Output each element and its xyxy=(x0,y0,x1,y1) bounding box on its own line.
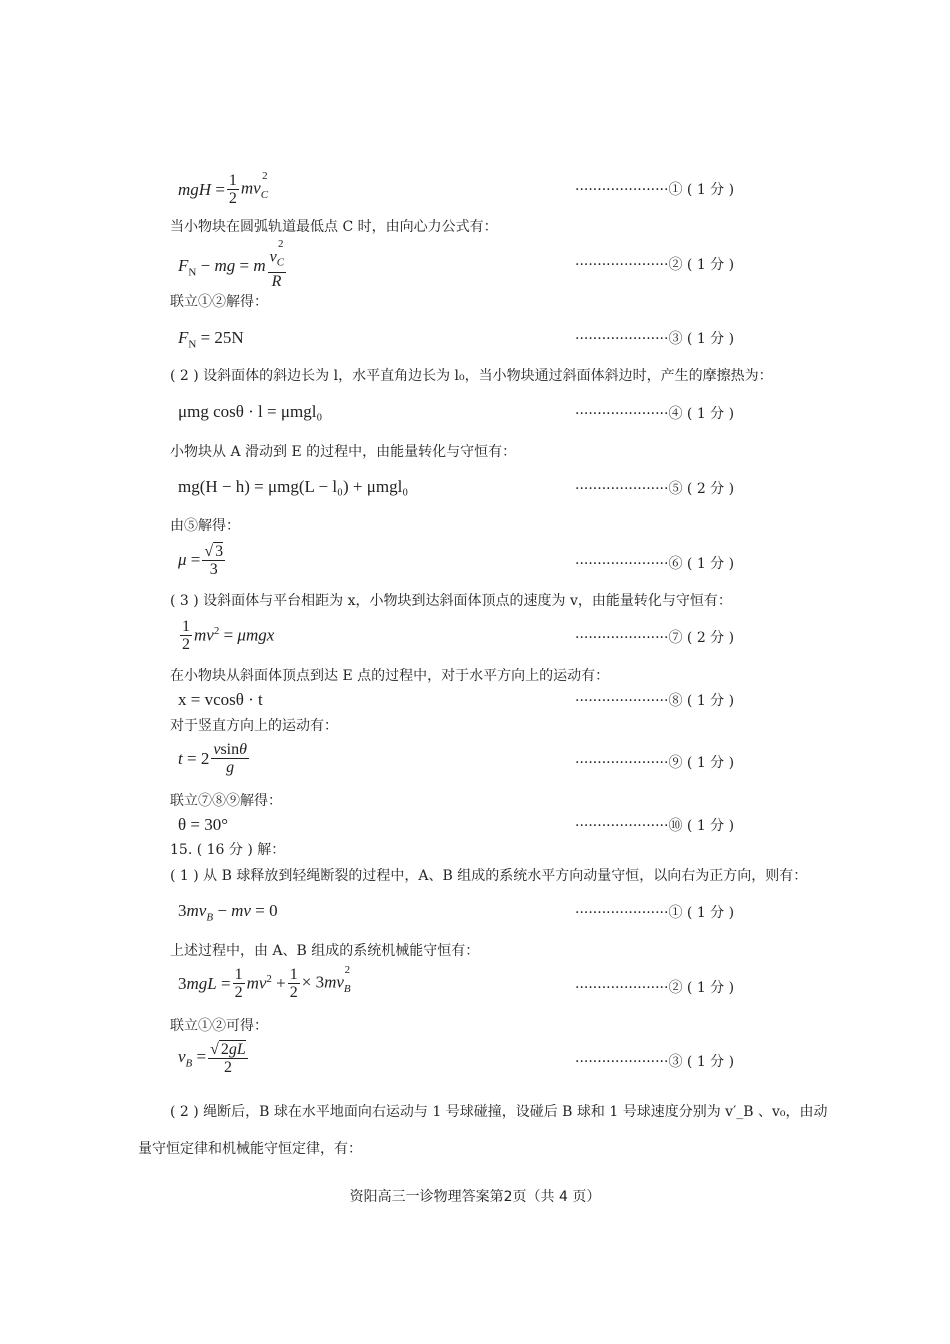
text-line: 量守恒定律和机械能守恒定律，有： xyxy=(138,1141,362,1157)
score-mark-13: ·····················③ ( 1 分 ) xyxy=(575,1054,735,1070)
question-header: 15. ( 16 分 ) 解： xyxy=(170,842,286,858)
score-mark-5: ·····················⑤ ( 2 分 ) xyxy=(575,481,735,497)
score-mark-10: ·····················⑩ ( 1 分 ) xyxy=(575,818,735,834)
text-line: 小物块从 A 滑动到 E 的过程中，由能量转化与守恒有： xyxy=(170,444,517,460)
score-mark-4: ·····················④ ( 1 分 ) xyxy=(575,406,735,422)
text-line: ( 1 ) 从 B 球释放到轻绳断裂的过程中，A、B 组成的系统水平方向动量守恒，以向右为正方向，则有： xyxy=(170,868,808,884)
text-line: ( 2 ) 设斜面体的斜边长为 l，水平直角边长为 l₀，当小物块通过斜面体斜边时，产生的摩擦热为： xyxy=(170,368,773,384)
text-line: 在小物块从斜面体顶点到达 E 点的过程中，对于水平方向上的运动有： xyxy=(170,668,610,684)
formula-10: θ = 30° xyxy=(178,815,229,834)
score-mark-6: ·····················⑥ ( 1 分 ) xyxy=(575,556,735,572)
page-footer: 资阳高三一诊物理答案第2页（共 4 页） xyxy=(349,1189,601,1205)
text-line: ( 3 ) 设斜面体与平台相距为 x，小物块到达斜面体顶点的速度为 v，由能量转化与守恒有： xyxy=(170,593,732,609)
formula-13: $v_B$ = $\frac{√ 2gL}{2}$ xyxy=(178,1041,246,1076)
text-line: 联立①②可得： xyxy=(170,1018,268,1034)
text-line: 对于竖直方向上的运动有： xyxy=(170,718,338,734)
formula-8: x = vcosθ · t xyxy=(178,690,263,709)
formula-7: $\frac{1}{2}$ $mv^2 = \mu mgx$ xyxy=(182,618,275,653)
text-line: ( 2 ) 绳断后，B 球在水平地面向右运动与 1 号球碰撞，设碰后 B 球和 1 号球速度分别为 v′_B 、v₀，由动 xyxy=(170,1104,828,1120)
score-mark-11: ·····················① ( 1 分 ) xyxy=(575,905,735,921)
formula-5: mg(H − h) = μmg(L − l₀) + μmgl₀ xyxy=(178,477,409,496)
text-line: 上述过程中，由 A、B 组成的系统机械能守恒有： xyxy=(170,943,480,959)
formula-3: $F_N = 25N$ xyxy=(178,328,244,351)
formula-12: 3mgL = $\frac{1}{2}$ $mv^2$ + $\frac{1}{2}$ × $3mv_B^2$ xyxy=(178,963,351,1001)
text-line: 由⑤解得： xyxy=(170,518,240,534)
score-mark-7: ·····················⑦ ( 2 分 ) xyxy=(575,630,735,646)
formula-11: $3mv_B$ − mv = 0 xyxy=(178,901,278,924)
text-line: 联立⑦⑧⑨解得： xyxy=(170,793,282,809)
formula-2: $F_N$ − mg = m $\frac{v_C^2}{R}$ xyxy=(178,238,285,290)
score-mark-3: ·····················③ ( 1 分 ) xyxy=(575,331,735,347)
formula-9: t = 2 $\frac{vsin\theta}{g}$ xyxy=(178,741,247,776)
score-mark-2: ·····················② ( 1 分 ) xyxy=(575,257,735,273)
formula-4: μmg cosθ · l = μmgl₀ xyxy=(178,402,323,421)
formula-6: μ = $\frac{√ 3}{3}$ xyxy=(178,543,224,578)
score-mark-8: ·····················⑧ ( 1 分 ) xyxy=(575,693,735,709)
score-mark-9: ·····················⑨ ( 1 分 ) xyxy=(575,755,735,771)
text-line: 联立①②解得： xyxy=(170,294,268,310)
score-mark-1: ·····················① ( 1 分 ) xyxy=(575,182,735,198)
text-line: 当小物块在圆弧轨道最低点 C 时，由向心力公式有： xyxy=(170,219,498,235)
score-mark-12: ·····················② ( 1 分 ) xyxy=(575,980,735,996)
formula-1: mgH = $\frac{1}{2}$ $mv_C^2$ xyxy=(178,169,269,207)
